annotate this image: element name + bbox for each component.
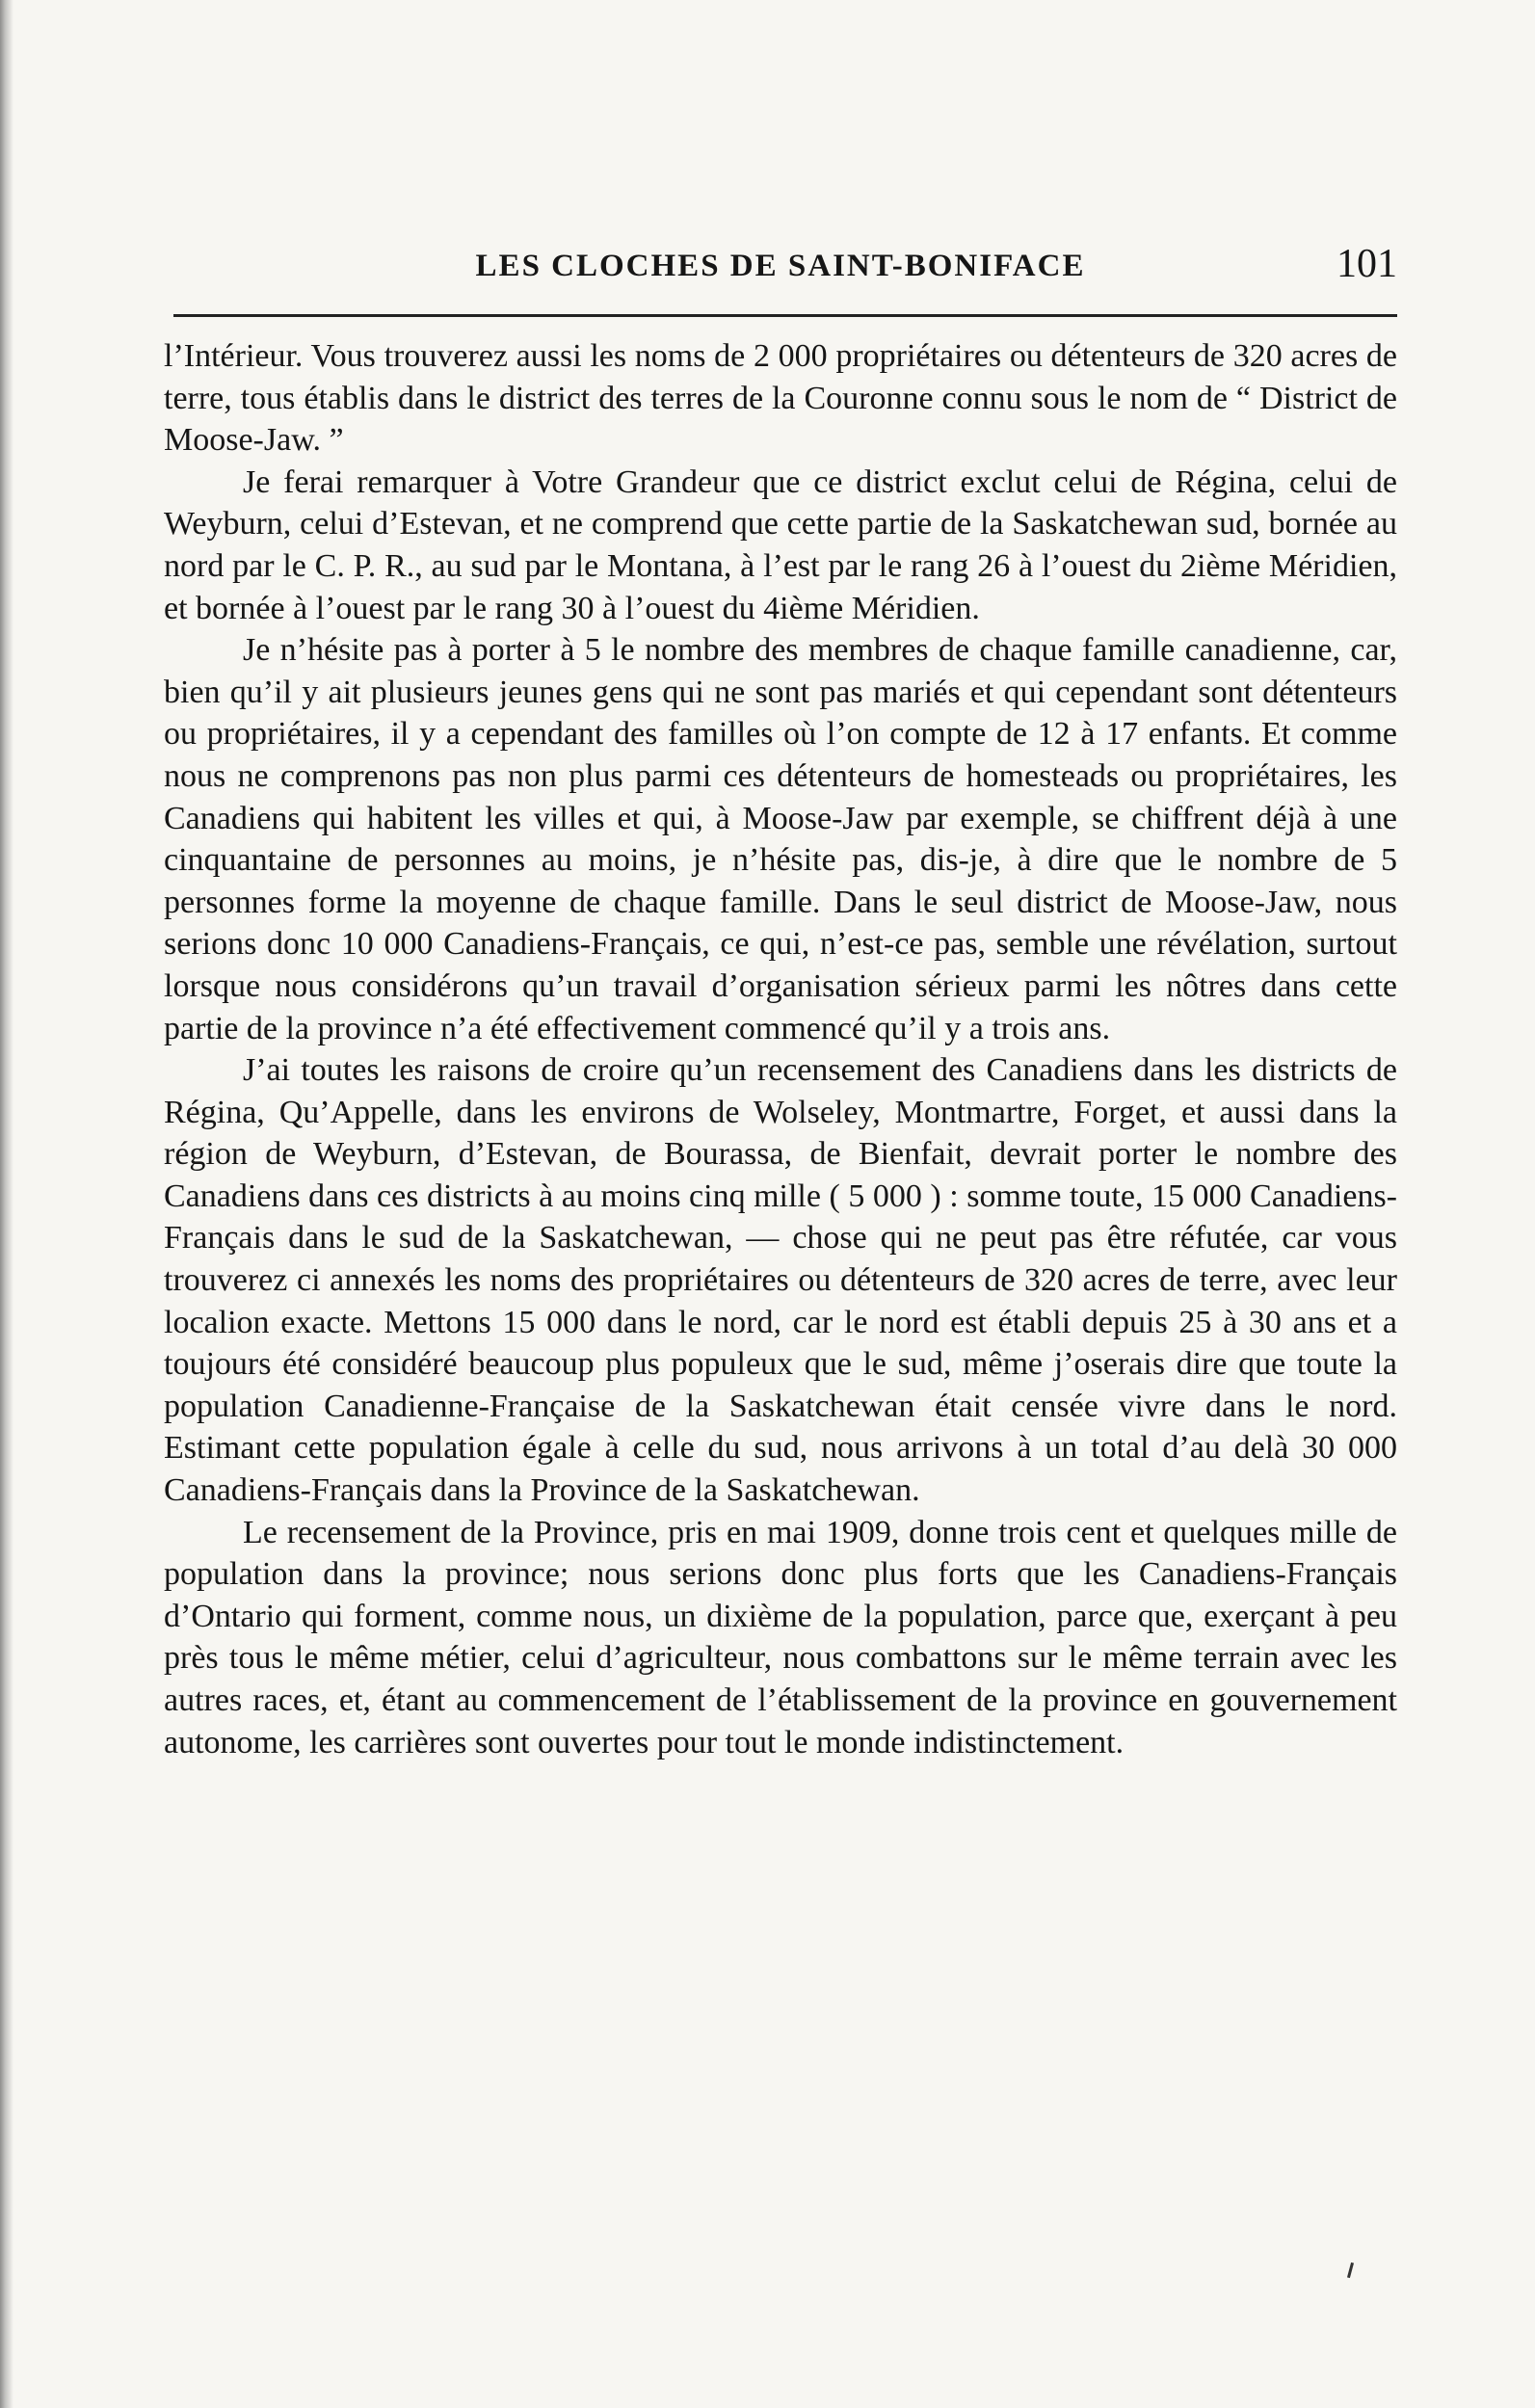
header-rule — [173, 314, 1397, 317]
ink-mark — [1347, 2262, 1354, 2278]
running-title: LES CLOCHES DE SAINT-BONIFACE — [475, 249, 1086, 283]
page-binding-edge — [0, 0, 13, 2408]
body-text — [164, 335, 1397, 1763]
page-number: 101 — [1337, 242, 1397, 286]
paragraph: Je n’hésite pas à porter à 5 le nombre des membres de chaque famille canadienne, car, bien qu’il y ait plusieurs jeunes gens qui ne sont pas mariés et qui cependant sont détenteurs ou propriétaires, il y a cependant des familles où l’on compte de 12 à 17 enfants. Et comme nous ne comprenons pas non plus parmi ces détenteurs de homesteads ou propriétaires, les Canadiens qui habitent les villes et qui, à Moose-Jaw par exemple, se chiffrent déjà à une cinquantaine de personnes au moins, je n’hésite pas, dis-je, à dire que le nombre de 5 personnes forme la moyenne de chaque famille. Dans le seul district de Moose-Jaw, nous serions donc 10 000 Canadiens-Français, ce qui, n’est-ce pas, semble une révélation, surtout lorsque nous considérons qu’un travail d’organisation sérieux parmi les nôtres dans cette partie de la province n’a été effectivement commencé qu’il y a trois ans. — [164, 632, 1397, 1046]
paragraph: Le recensement de la Province, pris en mai 1909, donne trois cent et quelques mille de population dans la province; nous serions donc plus forts que les Canadiens-Français d’Ontario qui forment, comme nous, un dixième de la population, parce que, exerçant à peu près tous le même métier, celui d’agriculteur, nous combattons sur le même terrain avec les autres races, et, étant au commencement de l’établissement de la province en gouvernement autonome, les carrières sont ouvertes pour tout le monde indistinctement. — [164, 1514, 1397, 1760]
paragraph-continued: l’Intérieur. Vous trouverez aussi les noms de 2 000 propriétaires ou détenteurs de 320 acres de terre, tous établis dans le district des terres de la Couronne connu sous le nom de “ District de Moose-Jaw. ” — [164, 338, 1397, 459]
paragraph: Je ferai remarquer à Votre Grandeur que ce district exclut celui de Régina, celui de Weyburn, celui d’Estevan, et ne comprend que cette partie de la Saskatchewan sud, bornée au nord par le C. P. R., au sud par le Montana, à l’est par le rang 26 à l’ouest du 2ième Méridien, et bornée à l’ouest par le rang 30 à l’ouest du 4ième Méridien. — [164, 463, 1397, 626]
paragraph: J’ai toutes les raisons de croire qu’un recensement des Canadiens dans les districts de Régina, Qu’Appelle, dans les environs de Wolseley, Montmartre, Forget, et aussi dans la région de Weyburn, d’Estevan, de Bourassa, de Bienfait, devrait porter le nombre des Canadiens dans ces districts à au moins cinq mille ( 5 000 ) : somme toute, 15 000 Canadiens-Français dans le sud de la Saskatchewan, — chose qui ne peut pas être réfutée, car vous trouverez ci annexés les noms des propriétaires ou détenteurs de 320 acres de terre, avec leur localion exacte. Mettons 15 000 dans le nord, car le nord est établi depuis 25 à 30 ans et a toujours été considéré beaucoup plus populeux que le sud, même j’oserais dire que toute la population Canadienne-Française de la Saskatchewan était censée vivre dans le nord. Estimant cette population égale à celle du sud, nous arrivons à un total d’au delà 30 000 Canadiens-Français dans la Province de la Saskatchewan. — [164, 1052, 1397, 1509]
page-header — [164, 241, 1397, 299]
